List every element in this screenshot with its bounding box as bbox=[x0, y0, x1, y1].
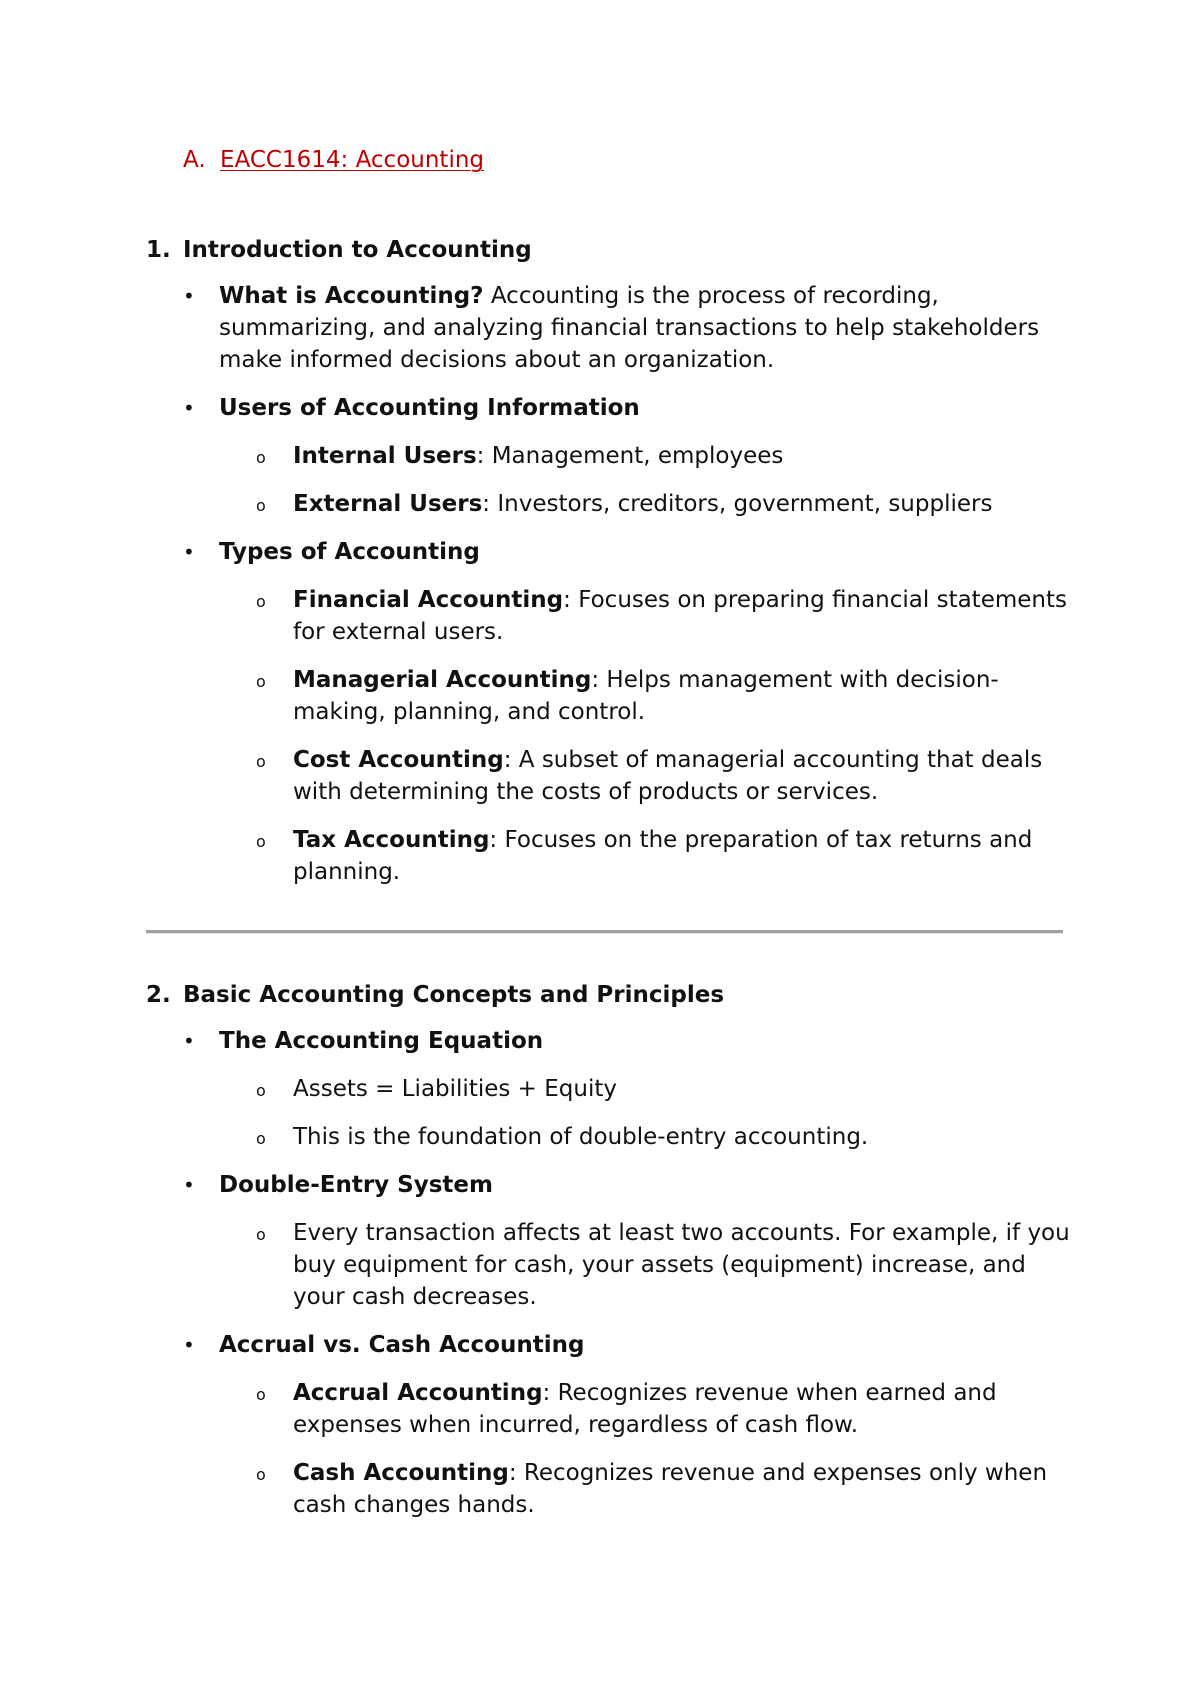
sub-item-text: : Helps management with decision-making, planning, and control. bbox=[293, 667, 999, 725]
circle-bullet-icon: o bbox=[256, 592, 266, 611]
sub-item-text: : Investors, creditors, government, suppliers bbox=[482, 491, 993, 517]
list-item bbox=[146, 1025, 1076, 1057]
sub-item-text: : Management, employees bbox=[476, 443, 784, 469]
bullet-icon: • bbox=[183, 396, 195, 420]
sub-item-term: External Users bbox=[293, 491, 483, 517]
list-item bbox=[146, 280, 1076, 376]
item-term: The Accounting Equation bbox=[219, 1028, 544, 1054]
circle-bullet-icon: o bbox=[256, 1385, 266, 1404]
section-basic-concepts bbox=[146, 980, 1076, 1537]
item-term: Accrual vs. Cash Accounting bbox=[219, 1332, 585, 1358]
section-number: 2. bbox=[146, 982, 171, 1008]
bullet-icon: • bbox=[183, 1173, 195, 1197]
sub-item-term: Cash Accounting bbox=[293, 1460, 509, 1486]
sub-list-item bbox=[146, 824, 1076, 888]
sub-item-term: Internal Users bbox=[293, 443, 477, 469]
bullet-icon: • bbox=[183, 1029, 195, 1053]
sub-list bbox=[146, 1217, 1076, 1313]
circle-bullet-icon: o bbox=[256, 1225, 266, 1244]
list-item bbox=[146, 392, 1076, 424]
sub-list bbox=[146, 1073, 1076, 1153]
bullet-icon: • bbox=[183, 540, 195, 564]
sub-list-item bbox=[146, 440, 1076, 472]
sub-item-text: : Focuses on preparing financial statements for external users. bbox=[293, 587, 1067, 645]
circle-bullet-icon: o bbox=[256, 832, 266, 851]
section-heading bbox=[146, 235, 1076, 265]
sub-list bbox=[146, 584, 1076, 888]
section-heading bbox=[146, 980, 1076, 1010]
bullet-icon: • bbox=[183, 1333, 195, 1357]
item-text: Accounting is the process of recording, summarizing, and analyzing financial transactions to help stakeholders make informed decisions about an organization. bbox=[219, 283, 1040, 373]
item-term: Types of Accounting bbox=[219, 539, 480, 565]
horizontal-divider bbox=[146, 930, 1063, 934]
title-marker: A. bbox=[183, 147, 206, 173]
sub-item-term: Accrual Accounting bbox=[293, 1380, 543, 1406]
item-term: Double-Entry System bbox=[219, 1172, 493, 1198]
sub-item-term: Cost Accounting bbox=[293, 747, 504, 773]
circle-bullet-icon: o bbox=[256, 1465, 266, 1484]
sub-list-item bbox=[146, 584, 1076, 648]
item-term: Users of Accounting Information bbox=[219, 395, 640, 421]
circle-bullet-icon: o bbox=[256, 1081, 266, 1100]
sub-list-item bbox=[146, 1121, 1076, 1153]
section-title: Introduction to Accounting bbox=[183, 237, 532, 263]
sub-list-item bbox=[146, 1457, 1076, 1521]
sub-item-text: : A subset of managerial accounting that deals with determining the costs of products or services. bbox=[293, 747, 1043, 805]
list-item bbox=[146, 1169, 1076, 1201]
sub-item-term: Financial Accounting bbox=[293, 587, 564, 613]
sub-list-item bbox=[146, 664, 1076, 728]
circle-bullet-icon: o bbox=[256, 752, 266, 771]
sub-item-term: Managerial Accounting bbox=[293, 667, 592, 693]
section-title: Basic Accounting Concepts and Principles bbox=[183, 982, 725, 1008]
sub-item-text: Assets = Liabilities + Equity bbox=[293, 1076, 617, 1102]
sub-item-text: : Focuses on the preparation of tax returns and planning. bbox=[293, 827, 1033, 885]
document-title bbox=[183, 145, 484, 175]
circle-bullet-icon: o bbox=[256, 496, 266, 515]
list-item bbox=[146, 536, 1076, 568]
section-introduction bbox=[146, 235, 1076, 904]
bullet-icon: • bbox=[183, 284, 195, 308]
sub-item-text: : Recognizes revenue and expenses only when cash changes hands. bbox=[293, 1460, 1048, 1518]
section-number: 1. bbox=[146, 237, 171, 263]
sub-item-text: : Recognizes revenue when earned and expenses when incurred, regardless of cash flow. bbox=[293, 1380, 997, 1438]
list-item bbox=[146, 1329, 1076, 1361]
item-term: What is Accounting? bbox=[219, 283, 484, 309]
sub-item-text: Every transaction affects at least two accounts. For example, if you buy equipment for cash, your assets (equipment) increase, and your cash decreases. bbox=[293, 1220, 1070, 1310]
sub-list-item bbox=[146, 1073, 1076, 1105]
sub-list-item bbox=[146, 488, 1076, 520]
sub-list-item bbox=[146, 744, 1076, 808]
sub-list bbox=[146, 1377, 1076, 1521]
sub-list-item bbox=[146, 1217, 1076, 1313]
sub-item-text: This is the foundation of double-entry accounting. bbox=[293, 1124, 869, 1150]
course-title-link[interactable]: EACC1614: Accounting bbox=[220, 147, 485, 173]
sub-list bbox=[146, 440, 1076, 520]
sub-list-item bbox=[146, 1377, 1076, 1441]
circle-bullet-icon: o bbox=[256, 448, 266, 467]
circle-bullet-icon: o bbox=[256, 1129, 266, 1148]
sub-item-term: Tax Accounting bbox=[293, 827, 490, 853]
circle-bullet-icon: o bbox=[256, 672, 266, 691]
